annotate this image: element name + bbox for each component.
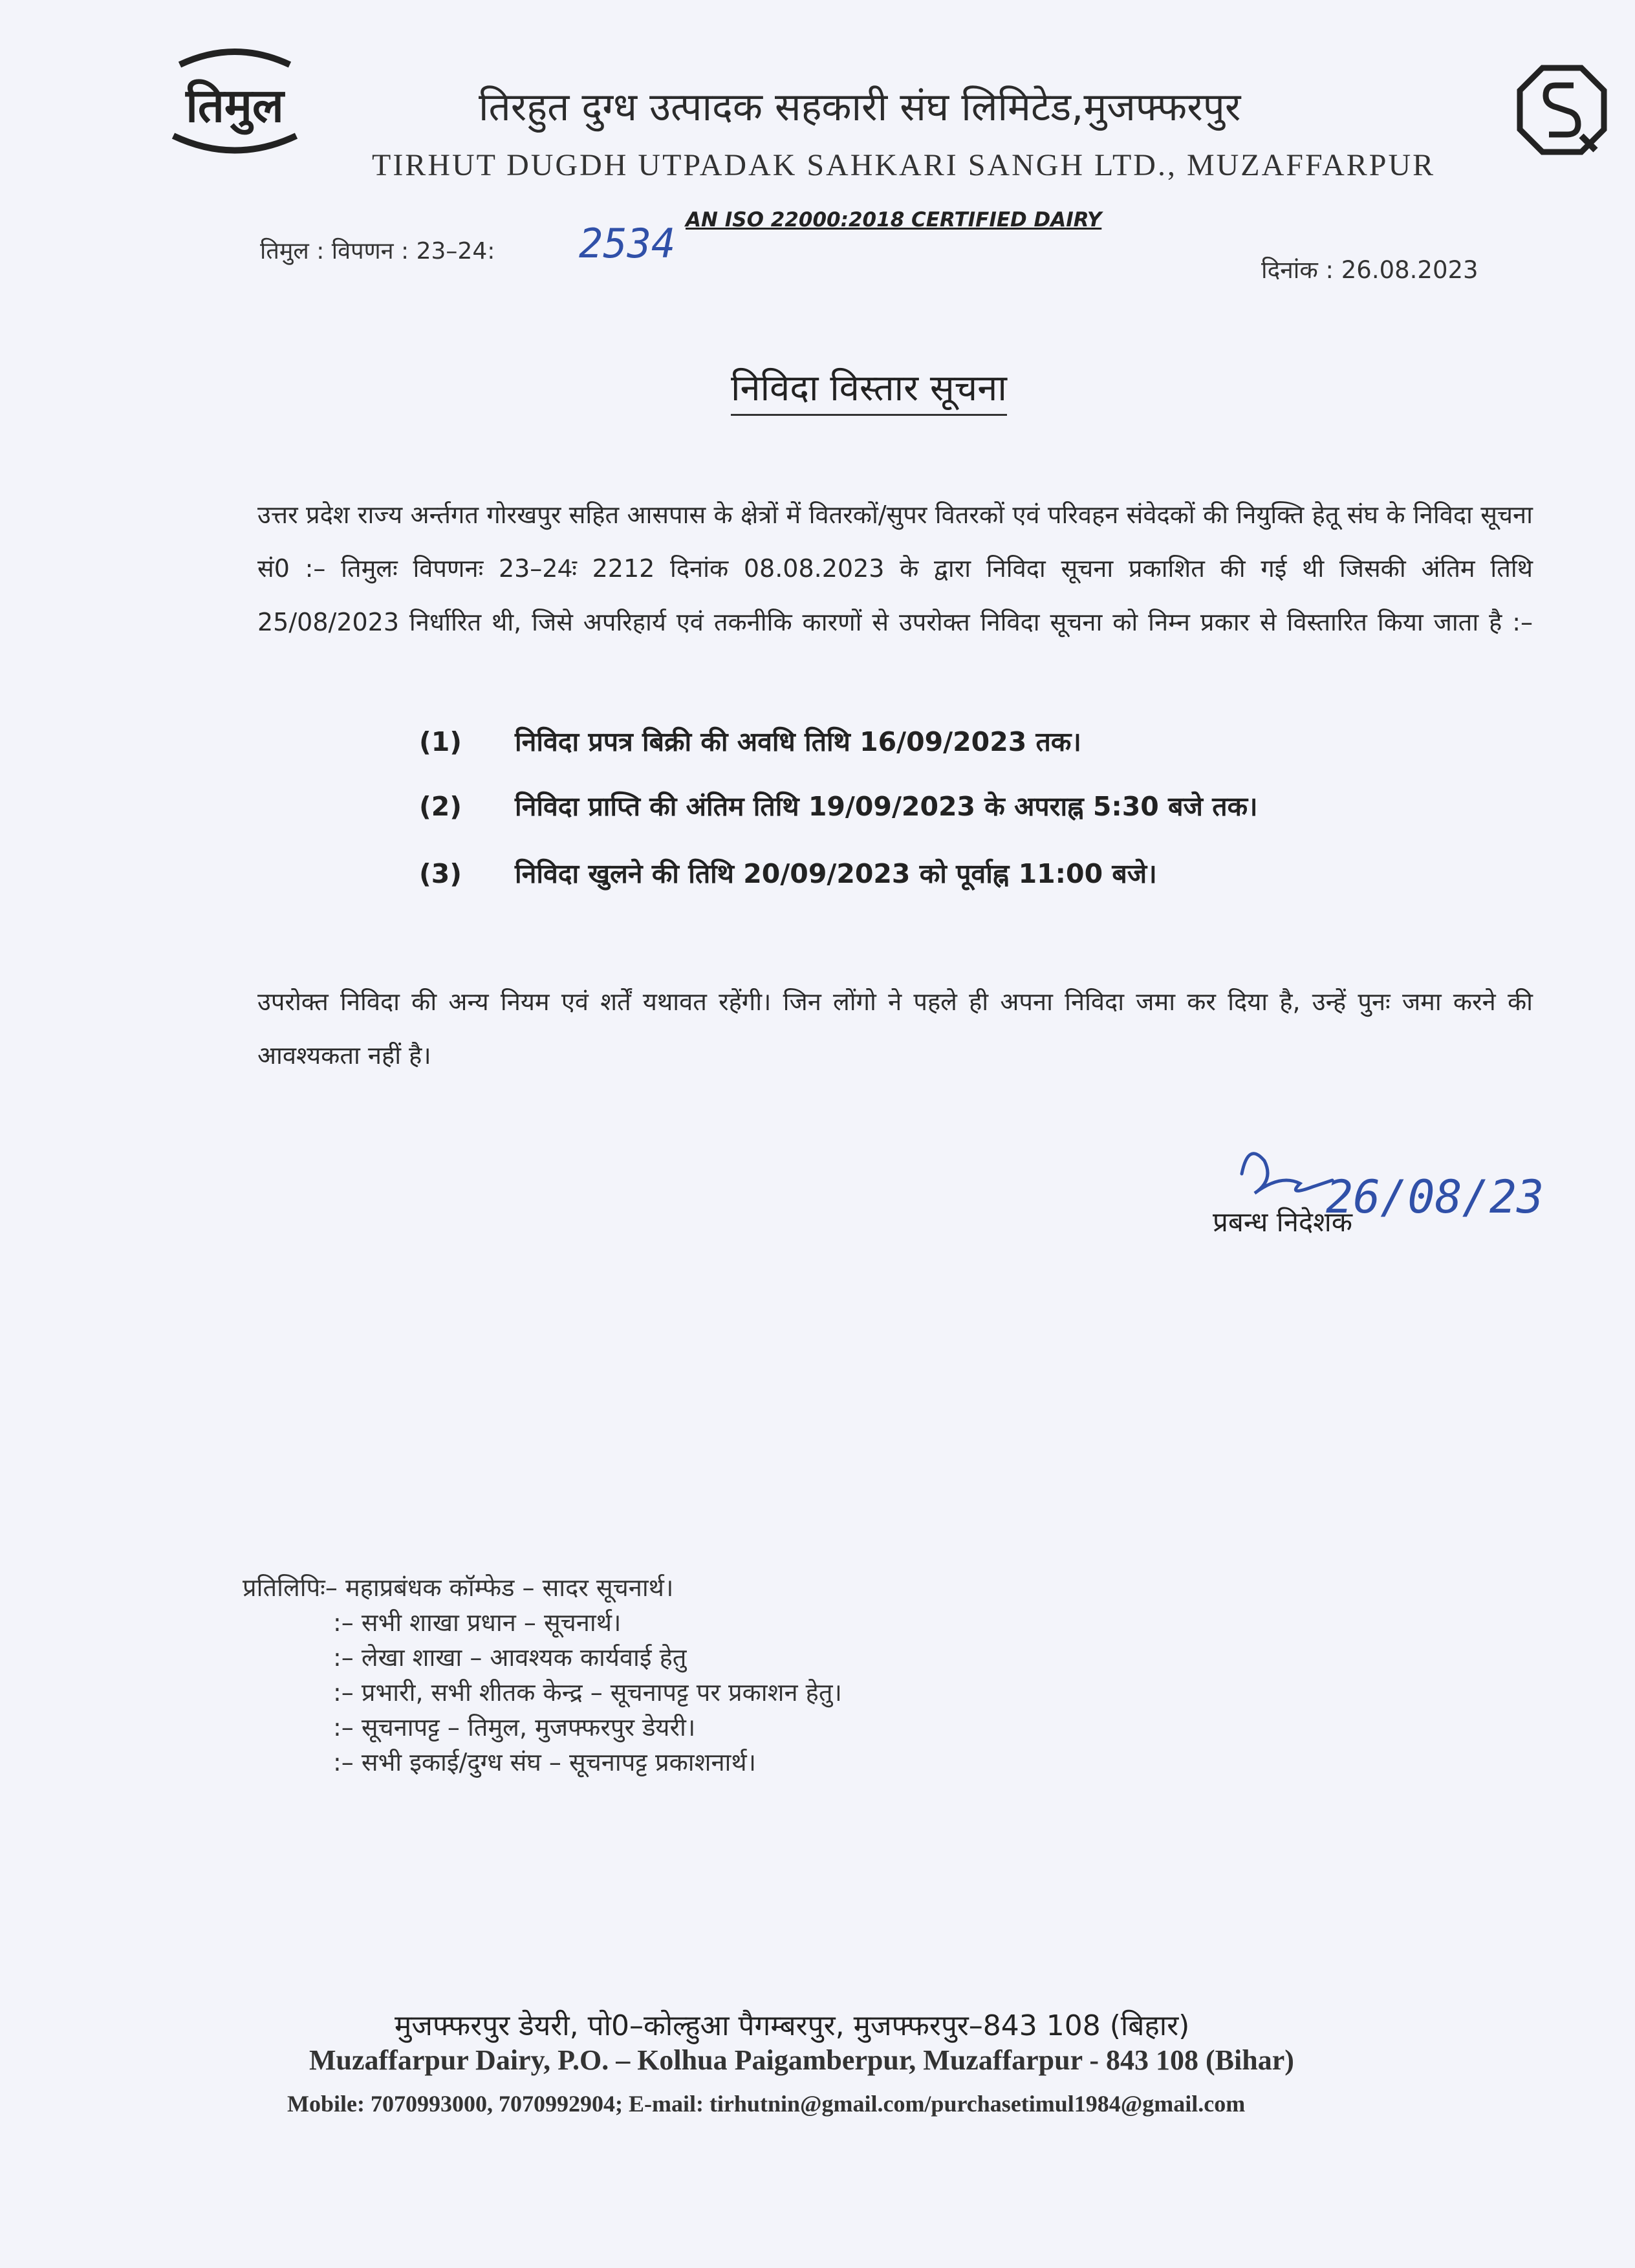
copy-to-recipient: :– सूचनापट्ट – तिमुल, मुजफ्फरपुर डेयरी। bbox=[333, 1713, 696, 1742]
list-item bbox=[419, 855, 1157, 891]
logo-text: तिमुल bbox=[186, 78, 284, 133]
copy-to-recipient: महाप्रबंधक कॉम्फेड – सादर सूचनार्थ। bbox=[345, 1573, 674, 1602]
reference-label: तिमुल : विपणन : 23–24: bbox=[260, 238, 495, 265]
list-item-number: (2) bbox=[419, 791, 462, 822]
signature-date: 26/08/23 bbox=[1326, 1171, 1544, 1224]
subject-heading: निविदा विस्तार सूचना bbox=[731, 362, 1007, 416]
org-name-english: TIRHUT DUGDH UTPADAK SAHKARI SANGH LTD., MUZAFFARPUR bbox=[372, 148, 1436, 182]
certification-line: AN ISO 22000:2018 CERTIFIED DAIRY bbox=[686, 208, 1102, 232]
isi-mark-icon bbox=[1517, 65, 1607, 155]
copy-to-list bbox=[243, 1570, 842, 1780]
list-item bbox=[419, 723, 1081, 759]
copy-to-recipient: :– सभी शाखा प्रधान – सूचनार्थ। bbox=[333, 1608, 622, 1637]
copy-to-recipient: :– सभी इकाई/दुग्ध संघ – सूचनापट्ट प्रकाशनार्थ। bbox=[333, 1748, 757, 1777]
reference-number-handwritten: 2534 bbox=[579, 220, 676, 267]
org-name-hindi: तिरहुत दुग्ध उत्पादक सहकारी संघ लिमिटेड,मुजफ्फरपुर bbox=[479, 85, 1241, 130]
list-item-text: निविदा प्राप्ति की अंतिम तिथि 19/09/2023 के अपराह्न 5:30 बजे तक। bbox=[515, 791, 1258, 822]
body-paragraph-1: उत्तर प्रदेश राज्य अर्न्तगत गोरखपुर सहित आसपास के क्षेत्रों में वितरकों/सुपर वितरकों एवं परिवहन संवेदकों की नियुक्ति हेतू संघ के निविदा सूचना सं0 :– तिमुलः विपणनः 23–24ः 2212 दिनांक 08.08.2023 के द्वारा निविदा सूचना प्रकाशित की गई थी जिसकी अंतिम तिथि 25/08/2023 निर्धारित थी, जिसे अपरिहार्य एवं तकनीकि कारणों से उपरोक्त निविदा सूचना को निम्न प्रकार से विस्तारित किया जाता है :– bbox=[257, 501, 1533, 636]
copy-to-recipient: :– लेखा शाखा – आवश्यक कार्यवाई हेतु bbox=[333, 1643, 687, 1672]
list-item-number: (1) bbox=[419, 726, 462, 757]
footer-address-english: Muzaffarpur Dairy, P.O. – Kolhua Paigamberpur, Muzaffarpur - 843 108 (Bihar) bbox=[309, 2044, 1294, 2076]
list-item bbox=[419, 788, 1258, 824]
letter-date: दिनांक : 26.08.2023 bbox=[1261, 256, 1478, 284]
footer-address-hindi: मुजफ्फरपुर डेयरी, पो0–कोल्हुआ पैगम्बरपुर, मुजफ्फरपुर–843 108 (बिहार) bbox=[395, 2009, 1190, 2042]
list-item-text: निविदा प्रपत्र बिक्री की अवधि तिथि 16/09/2023 तक। bbox=[515, 726, 1081, 757]
copy-to-first-line bbox=[243, 1570, 842, 1605]
list-item-text: निविदा खुलने की तिथि 20/09/2023 को पूर्वाह्न 11:00 बजे। bbox=[515, 858, 1157, 889]
footer-contact: Mobile: 7070993000, 7070992904; E-mail: tirhutnin@gmail.com/purchasetimul1984@gmail.com bbox=[287, 2091, 1246, 2117]
copy-to-label: प्रतिलिपिः– bbox=[243, 1573, 338, 1602]
copy-to-recipient: :– प्रभारी, सभी शीतक केन्द्र – सूचनापट्ट पर प्रकाशन हेतु। bbox=[333, 1678, 842, 1707]
timul-logo bbox=[160, 39, 309, 162]
list-item-number: (3) bbox=[419, 858, 462, 889]
signatory-designation: प्रबन्ध निदेशक bbox=[1213, 1206, 1353, 1238]
body-paragraph-2: उपरोक्त निविदा की अन्य नियम एवं शर्तें यथावत रहेंगी। जिन लोंगो ने पहले ही अपना निविदा जमा कर दिया है, उन्हें पुनः जमा करने की आवश्यकता नहीं है। bbox=[257, 988, 1533, 1070]
